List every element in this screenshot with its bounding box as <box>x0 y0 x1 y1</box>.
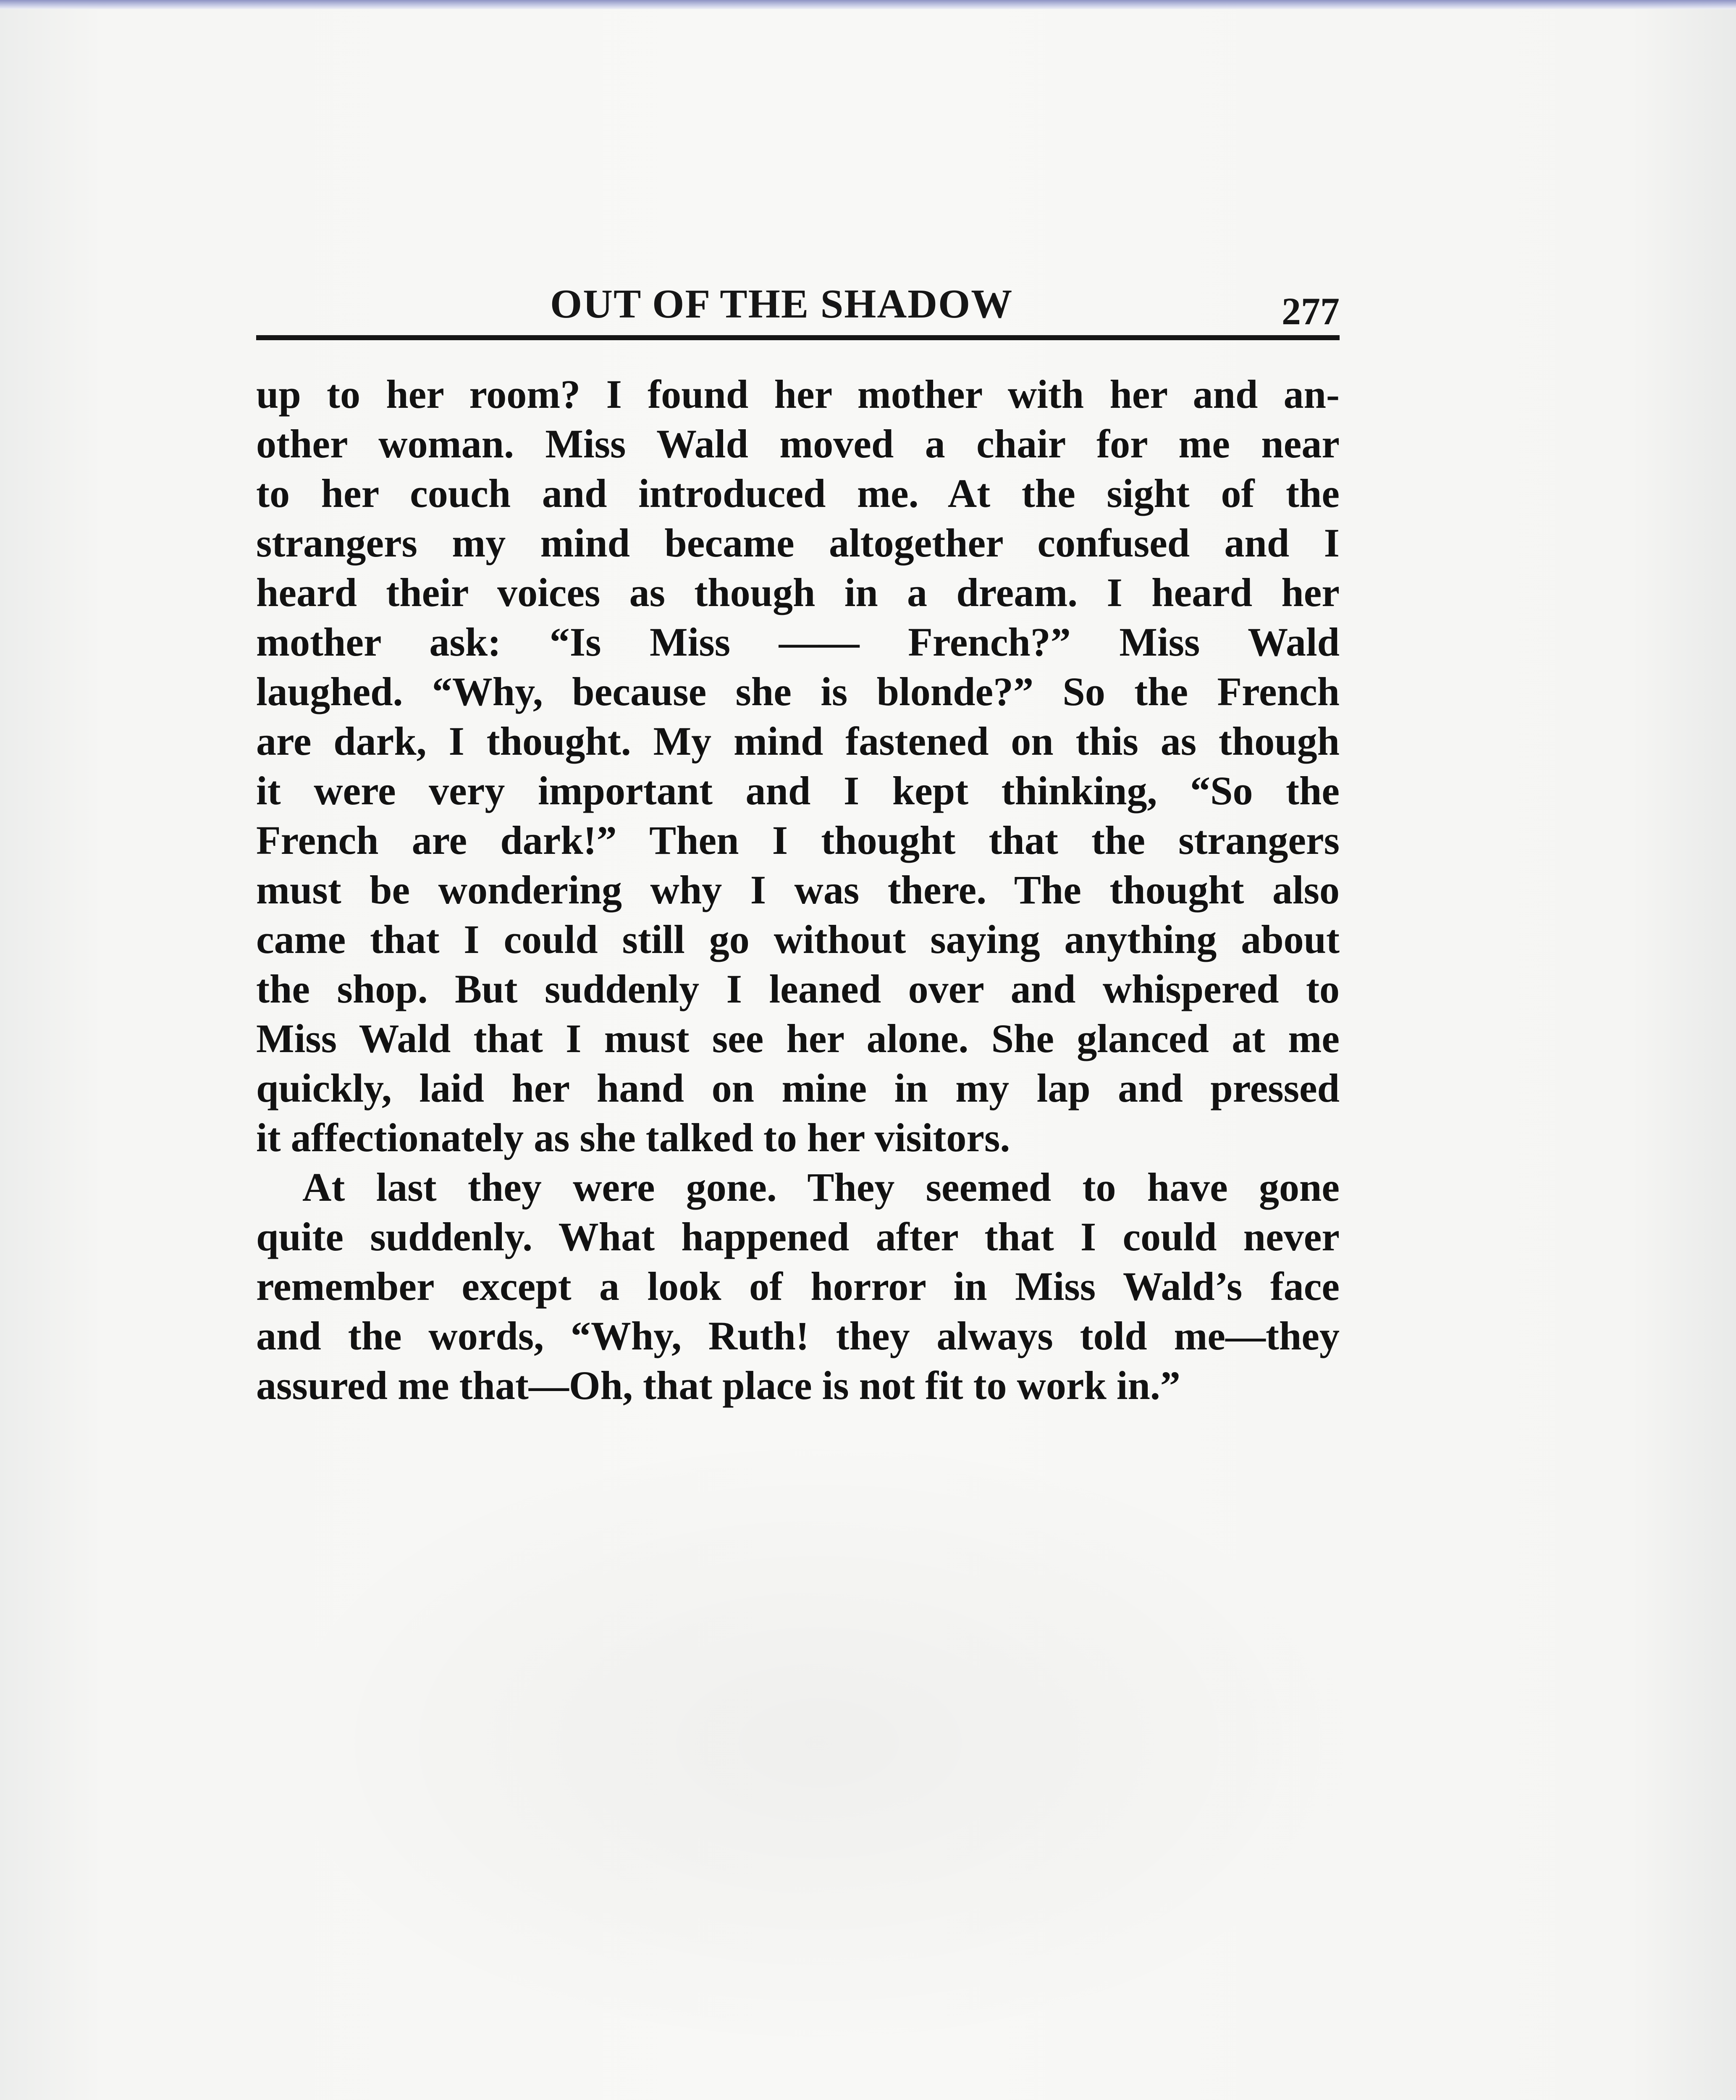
text-line: it affectionately as she talked to her visitors. <box>256 1115 1010 1160</box>
text-line: mother ask: “Is Miss —— French?” Miss Wald <box>256 620 1340 664</box>
text-line: remember except a look of horror in Miss Wald’s face <box>256 1264 1340 1309</box>
text-line: strangers my mind became altogether confused and I <box>256 520 1340 565</box>
running-title: OUT OF THE SHADOW <box>550 281 1013 327</box>
text-line: assured me that—Oh, that place is not fit to work in.” <box>256 1363 1180 1408</box>
text-line: up to her room? I found her mother with her and an- <box>256 372 1340 417</box>
text-line: At last they were gone. They seemed to have gone <box>302 1165 1340 1210</box>
body-text <box>256 370 1340 1410</box>
header-rule <box>256 335 1340 340</box>
text-line: quickly, laid her hand on mine in my lap and pressed <box>256 1066 1340 1110</box>
text-line: must be wondering why I was there. The thought also <box>256 867 1340 912</box>
text-line: are dark, I thought. My mind fastened on this as though <box>256 719 1340 764</box>
text-line: other woman. Miss Wald moved a chair for me near <box>256 421 1340 466</box>
text-line: it were very important and I kept thinking, “So the <box>256 768 1340 813</box>
show-through-shading <box>252 1428 1386 2058</box>
text-line: quite suddenly. What happened after that I could never <box>256 1214 1340 1259</box>
text-line: to her couch and introduced me. At the sight of the <box>256 471 1340 516</box>
text-line: and the words, “Why, Ruth! they always told me—they <box>256 1313 1340 1358</box>
text-line: laughed. “Why, because she is blonde?” So the French <box>256 669 1340 714</box>
text-line: French are dark!” Then I thought that the strangers <box>256 818 1340 863</box>
page-top-edge <box>0 0 1736 9</box>
page-number: 277 <box>1282 290 1340 333</box>
running-head <box>256 277 1340 336</box>
text-line: Miss Wald that I must see her alone. She glanced at me <box>256 1016 1340 1061</box>
text-line: came that I could still go without saying anything about <box>256 917 1340 962</box>
text-line: the shop. But suddenly I leaned over and whispered to <box>256 966 1340 1011</box>
text-line: heard their voices as though in a dream. I heard her <box>256 570 1340 615</box>
